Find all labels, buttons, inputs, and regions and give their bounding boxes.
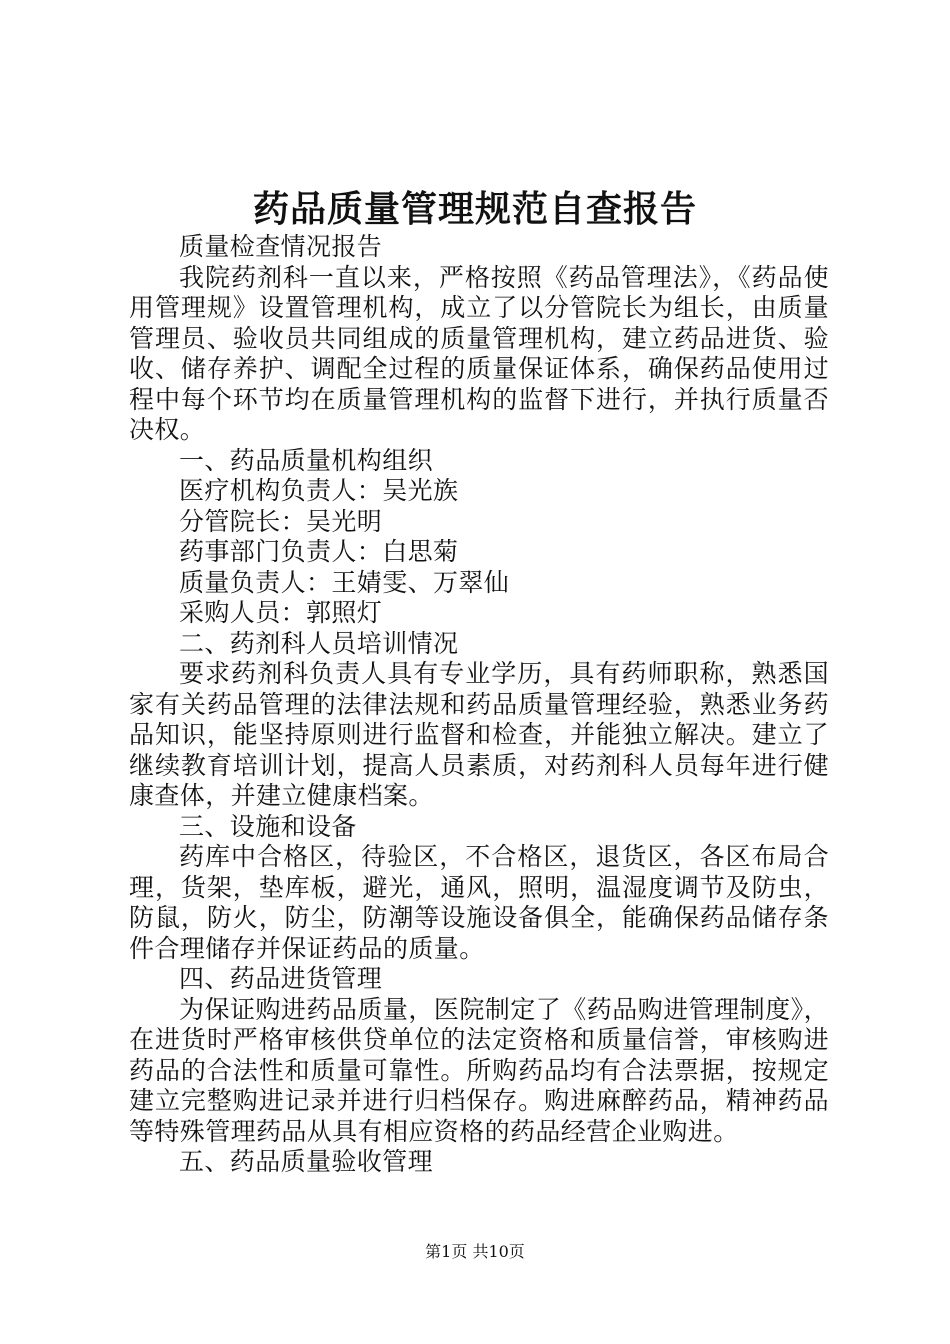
personnel-line: 分管院长：吴光明 [179, 506, 383, 536]
paragraph-purchasing: 为保证购进药品质量，医院制定了《药品购进管理制度》，在进货时严格审核供贷单位的法定资格和质量信誉，审核购进药品的合法性和质量可靠性。所购药品均有合法票据，按规定建立完整购进记录并进行归档保存。购进麻醉药品，精神药品等特殊管理药品从具有相应资格的药品经营企业购进。 [129, 994, 829, 1146]
paragraph-report-heading: 质量检查情况报告 [179, 232, 383, 261]
section-heading-5: 五、药品质量验收管理 [179, 1147, 434, 1176]
document-title: 药品质量管理规范自查报告 [252, 188, 697, 230]
page-footer: 第1页 共10页 [425, 1242, 525, 1261]
section-heading-1: 一、药品质量机构组织 [179, 445, 434, 475]
section-heading-2: 二、药剂科人员培训情况 [179, 628, 459, 658]
section-heading-3: 三、设施和设备 [179, 811, 357, 841]
personnel-line: 质量负责人：王婧雯、万翠仙 [179, 567, 510, 597]
paragraph-training: 要求药剂科负责人具有专业学历，具有药师职称，熟悉国家有关药品管理的法律法规和药品质量管理经验，熟悉业务药品知识，能坚持原则进行监督和检查，并能独立解决。建立了继续教育培训计划，提高人员素质，对药剂科人员每年进行健康查体，并建立健康档案。 [129, 659, 829, 810]
paragraph-facilities: 药库中合格区，待验区，不合格区，退货区，各区布局合理，货架，垫库板，避光，通风，照明，温湿度调节及防虫，防鼠，防火，防尘，防潮等设施设备俱全，能确保药品储存条件合理储存并保证药品的质量。 [129, 842, 829, 963]
document-body [129, 232, 829, 1178]
section-heading-4: 四、药品进货管理 [179, 964, 383, 993]
paragraph-intro: 我院药剂科一直以来，严格按照《药品管理法》，《药品使用管理规》设置管理机构，成立了以分管院长为组长，由质量管理员、验收员共同组成的质量管理机构，建立药品进货、验收、储存养护、调配全过程的质量保证体系，确保药品使用过程中每个环节均在质量管理机构的监督下进行，并执行质量否决权。 [129, 262, 829, 444]
personnel-line: 药事部门负责人：白思菊 [179, 537, 459, 566]
personnel-line: 采购人员：郭照灯 [179, 598, 383, 627]
personnel-line: 医疗机构负责人：吴光族 [179, 476, 459, 505]
